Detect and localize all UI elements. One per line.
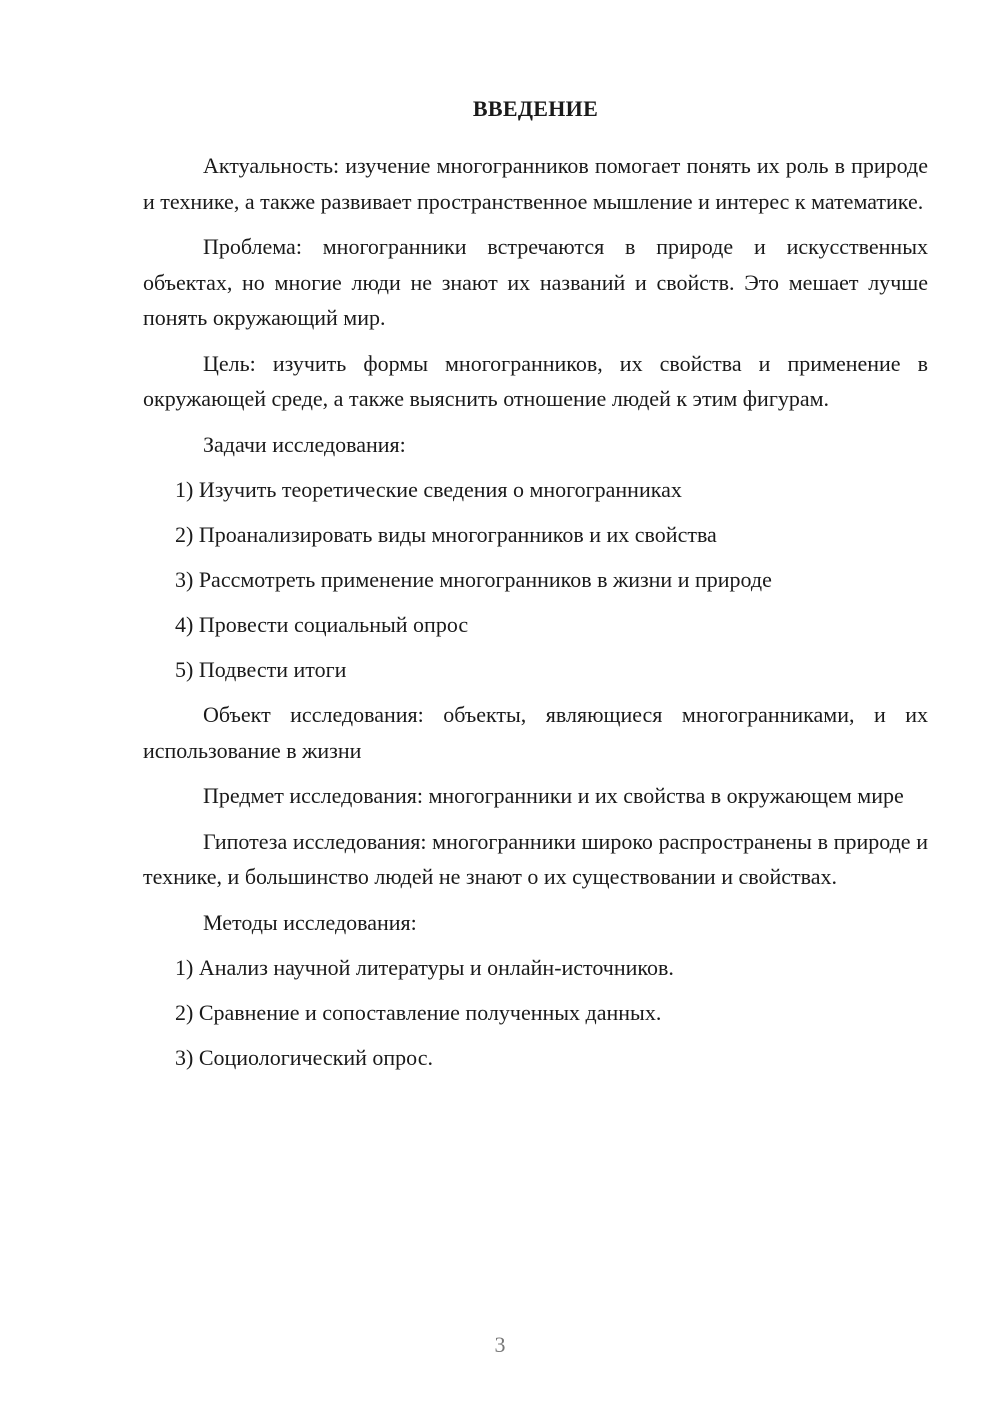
- task-item: 2) Проанализировать виды многогранников и их свойства: [175, 522, 717, 547]
- goal-paragraph: Цель: изучить формы многогранников, их свойства и применение в окружающей среде, а также выяснить отношение людей к этим фигурам.: [143, 350, 928, 411]
- tasks-heading: Задачи исследования:: [203, 431, 406, 457]
- task-item: 3) Рассмотреть применение многогранников в жизни и природе: [175, 567, 772, 592]
- relevance-paragraph: Актуальность: изучение многогранников помогает понять их роль в природе и технике, а также развивает пространственное мышление и интерес к математике.: [143, 153, 928, 214]
- document-page: [143, 92, 928, 1085]
- method-item: 3) Социологический опрос.: [175, 1045, 433, 1070]
- task-item: 5) Подвести итоги: [175, 657, 347, 682]
- methods-list: [143, 950, 928, 1076]
- methods-heading: Методы исследования:: [203, 909, 417, 935]
- subject-paragraph: Предмет исследования: многогранники и их свойства в окружающем мире: [203, 783, 904, 808]
- task-item: 4) Провести социальный опрос: [175, 612, 469, 637]
- task-item: 1) Изучить теоретические сведения о многогранниках: [175, 477, 682, 502]
- tasks-list: [143, 472, 928, 688]
- object-paragraph: Объект исследования: объекты, являющиеся многогранниками, и их использование в жизни: [143, 702, 928, 763]
- hypothesis-paragraph: Гипотеза исследования: многогранники широко распространены в природе и технике, и большинство людей не знают о их существовании и свойствах.: [143, 828, 928, 889]
- method-item: 2) Сравнение и сопоставление полученных данных.: [175, 1000, 662, 1025]
- document-title: ВВЕДЕНИЕ: [472, 96, 599, 121]
- page-number: 3: [494, 1332, 506, 1357]
- method-item: 1) Анализ научной литературы и онлайн-источников.: [175, 955, 674, 980]
- problem-paragraph: Проблема: многогранники встречаются в природе и искусственных объектах, но многие люди не знают их названий и свойств. Это мешает лучше понять окружающий мир.: [143, 234, 928, 330]
